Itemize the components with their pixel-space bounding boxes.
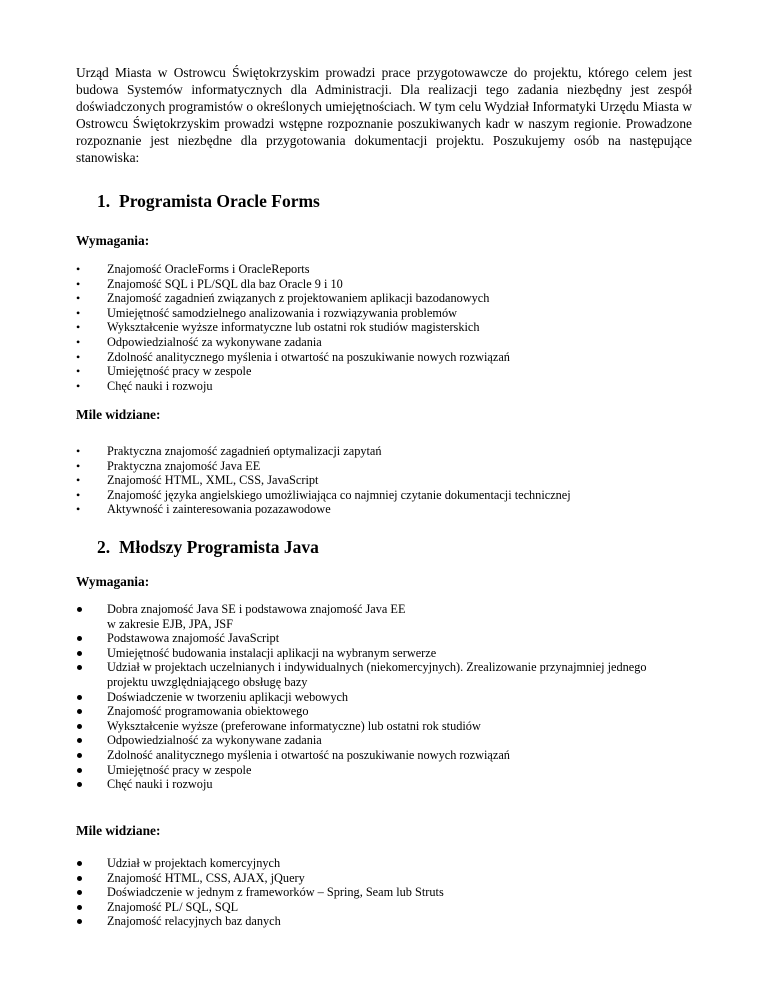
section-2-title: Młodszy Programista Java: [119, 537, 319, 557]
list-item: Odpowiedzialność za wykonywane zadania: [107, 733, 322, 748]
bullet-icon: [76, 306, 86, 321]
bullet-icon: [76, 350, 86, 365]
intro-paragraph: Urząd Miasta w Ostrowcu Świętokrzyskim prowadzi prace przygotowawcze do projektu, którego celem jest budowa Systemów informatycznych dla Administracji. Dla realizacji tego zadania niezbędny jest zespół doświadczonych programistów o określonych umiejętnościach. W tym celu Wydział Informatyki Urzędu Miasta w Ostrowcu Świętokrzyskim prowadzi wstępne rozpoznanie poszukiwanych kadr w naszym regionie. Prowadzone rozpoznanie jest niezbędne dla przygotowania dokumentacji projektu. Poszukujemy osób na następujące stanowiska:: [76, 65, 692, 165]
list-item: Zdolność analitycznego myślenia i otwartość na poszukiwanie nowych rozwiązań: [107, 747, 510, 762]
bullet-icon: [76, 459, 86, 474]
list-item: Udział w projektach komercyjnych: [107, 856, 281, 870]
section-1-requirements-label: Wymagania:: [76, 233, 150, 248]
list-item: Znajomość programowania obiektowego: [107, 704, 309, 719]
bullet-icon: [76, 291, 86, 306]
list-item: Znajomość relacyjnych baz danych: [107, 914, 281, 929]
section-1-number: 1.: [97, 191, 111, 211]
bullet-icon: [76, 364, 86, 379]
list-item: • Praktyczna znajomość zagadnień optymalizacji zapytań: [76, 444, 696, 459]
list-item-continuation: projektu uwzględniającego obsługę bazy: [107, 674, 308, 689]
list-item: Znajomość PL/ SQL, SQL: [107, 899, 239, 914]
list-item: • Umiejętność pracy w zespole: [76, 364, 696, 379]
bullet-icon: [76, 335, 86, 350]
list-item: • Umiejętność samodzielnego analizowania i rozwiązywania problemów: [76, 306, 696, 321]
bullet-icon: [76, 262, 86, 277]
section-2-nice-label: Mile widziane:: [76, 823, 161, 838]
bullet-icon: [76, 444, 86, 459]
list-item: Doświadczenie w tworzeniu aplikacji webowych: [107, 689, 349, 704]
list-item: Umiejętność pracy w zespole: [107, 762, 252, 777]
section-1-nice-label: Mile widziane:: [76, 407, 161, 422]
list-item: • Chęć nauki i rozwoju: [76, 379, 696, 394]
list-item: • Zdolność analitycznego myślenia i otwartość na poszukiwanie nowych rozwiązań: [76, 350, 696, 365]
bullet-icon: [76, 488, 86, 503]
list-item: Podstawowa znajomość JavaScript: [107, 631, 280, 646]
list-item: Chęć nauki i rozwoju: [107, 777, 213, 792]
list-item: Doświadczenie w jednym z frameworków – Spring, Seam lub Struts: [107, 885, 444, 900]
list-item: • Znajomość OracleForms i OracleReports: [76, 262, 696, 277]
list-item: • Znajomość zagadnień związanych z projektowaniem aplikacji bazodanowych: [76, 291, 696, 306]
list-item: • Znajomość SQL i PL/SQL dla baz Oracle 9 i 10: [76, 277, 696, 292]
section-1-requirements-list: [76, 262, 696, 393]
section-1-title: Programista Oracle Forms: [119, 191, 320, 211]
list-item: • Znajomość języka angielskiego umożliwiająca co najmniej czytanie dokumentacji technicznej: [76, 488, 696, 503]
section-1-nice-list: [76, 444, 696, 517]
list-item: • Znajomość HTML, XML, CSS, JavaScript: [76, 473, 696, 488]
list-item: • Wykształcenie wyższe informatyczne lub ostatni rok studiów magisterskich: [76, 320, 696, 335]
section-2-nice-list: [76, 856, 696, 929]
section-2-requirements-list: [76, 602, 696, 792]
list-item: • Odpowiedzialność za wykonywane zadania: [76, 335, 696, 350]
list-item: Znajomość HTML, CSS, AJAX, jQuery: [107, 870, 305, 885]
list-item-continuation: w zakresie EJB, JPA, JSF: [107, 616, 233, 631]
bullet-icon: [76, 277, 86, 292]
list-item: Wykształcenie wyższe (preferowane informatyczne) lub ostatni rok studiów: [107, 718, 481, 733]
section-1-heading: [97, 191, 320, 211]
bullet-icon: [76, 502, 86, 517]
list-item: Umiejętność budowania instalacji aplikacji na wybranym serwerze: [107, 645, 437, 660]
list-item: • Praktyczna znajomość Java EE: [76, 459, 696, 474]
bullet-icon: [76, 473, 86, 488]
section-2-heading: [97, 537, 319, 557]
list-item: Udział w projektach uczelnianych i indywidualnych (niekomercyjnych). Zrealizowanie przynajmniej jednego: [107, 660, 647, 675]
section-2-number: 2.: [97, 537, 111, 557]
section-2-requirements-label: Wymagania:: [76, 574, 150, 589]
list-item: • Aktywność i zainteresowania pozazawodowe: [76, 502, 696, 517]
bullet-icon: [76, 320, 86, 335]
list-item: Dobra znajomość Java SE i podstawowa znajomość Java EE: [107, 602, 406, 616]
bullet-icon: [76, 379, 86, 394]
